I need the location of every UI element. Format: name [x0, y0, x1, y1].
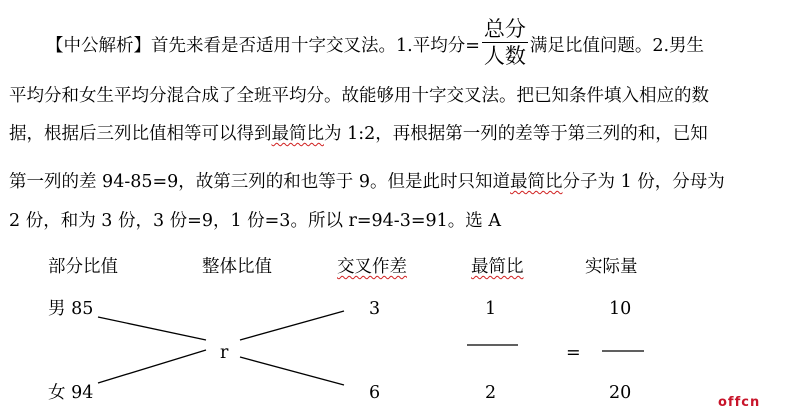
- line3-text-b: 为 1:2，再根据第一列的差等于第三列的和，已知: [324, 124, 708, 144]
- line-female-to-r: [98, 350, 206, 383]
- spellcheck-underlined-term: 最简比: [271, 124, 324, 144]
- line-r-to-top-diff: [240, 311, 344, 340]
- header-overall-ratio: 整体比值: [202, 257, 272, 277]
- header-partial-ratio: 部分比值: [48, 257, 118, 277]
- header-actual-amount: 实际量: [585, 257, 638, 277]
- line1-text-b: 满足比值问题。2.男生: [529, 36, 705, 56]
- spellcheck-underlined-term: 最简比: [510, 172, 563, 192]
- actual-amount-bottom: 20: [609, 383, 632, 403]
- header-cross-difference: 交叉作差: [337, 257, 407, 277]
- simplest-ratio-bottom: 2: [485, 383, 497, 403]
- overall-average-r: r: [220, 343, 229, 363]
- header-simplest-ratio: 最简比: [471, 257, 524, 277]
- fraction-numerator: 总分: [483, 17, 526, 41]
- paragraph-line-5: 2 份，和为 3 份，3 份=9，1 份=3。所以 r=94-3=91。选 A: [9, 211, 501, 231]
- offcn-logo: offcn: [718, 395, 761, 410]
- female-average-label: 女 94: [48, 383, 94, 403]
- paragraph-line-2: 平均分和女生平均分混合成了全班平均分。故能够用十字交叉法。把已知条件填入相应的数: [9, 86, 709, 106]
- line4-text-a: 第一列的差 94-85=9，故第三列的和也等于 9。但是此时只知道: [9, 172, 511, 192]
- line1-text-a: 【中公解析】首先来看是否适用十字交叉法。1.平均分=: [46, 36, 480, 56]
- actual-amount-top: 10: [609, 299, 632, 319]
- simplest-ratio-top: 1: [485, 299, 497, 319]
- equals-sign: =: [566, 343, 581, 363]
- line-r-to-bottom-diff: [240, 357, 344, 385]
- cross-diff-top: 3: [369, 299, 381, 319]
- line3-text-a: 据，根据后三列比值相等可以得到: [9, 124, 272, 144]
- male-average-label: 男 85: [48, 299, 94, 319]
- cross-diff-bottom: 6: [369, 383, 381, 403]
- line-male-to-r: [98, 317, 206, 340]
- fraction-denominator: 人数: [483, 44, 526, 68]
- line4-text-b: 分子为 1 份，分母为: [562, 172, 725, 192]
